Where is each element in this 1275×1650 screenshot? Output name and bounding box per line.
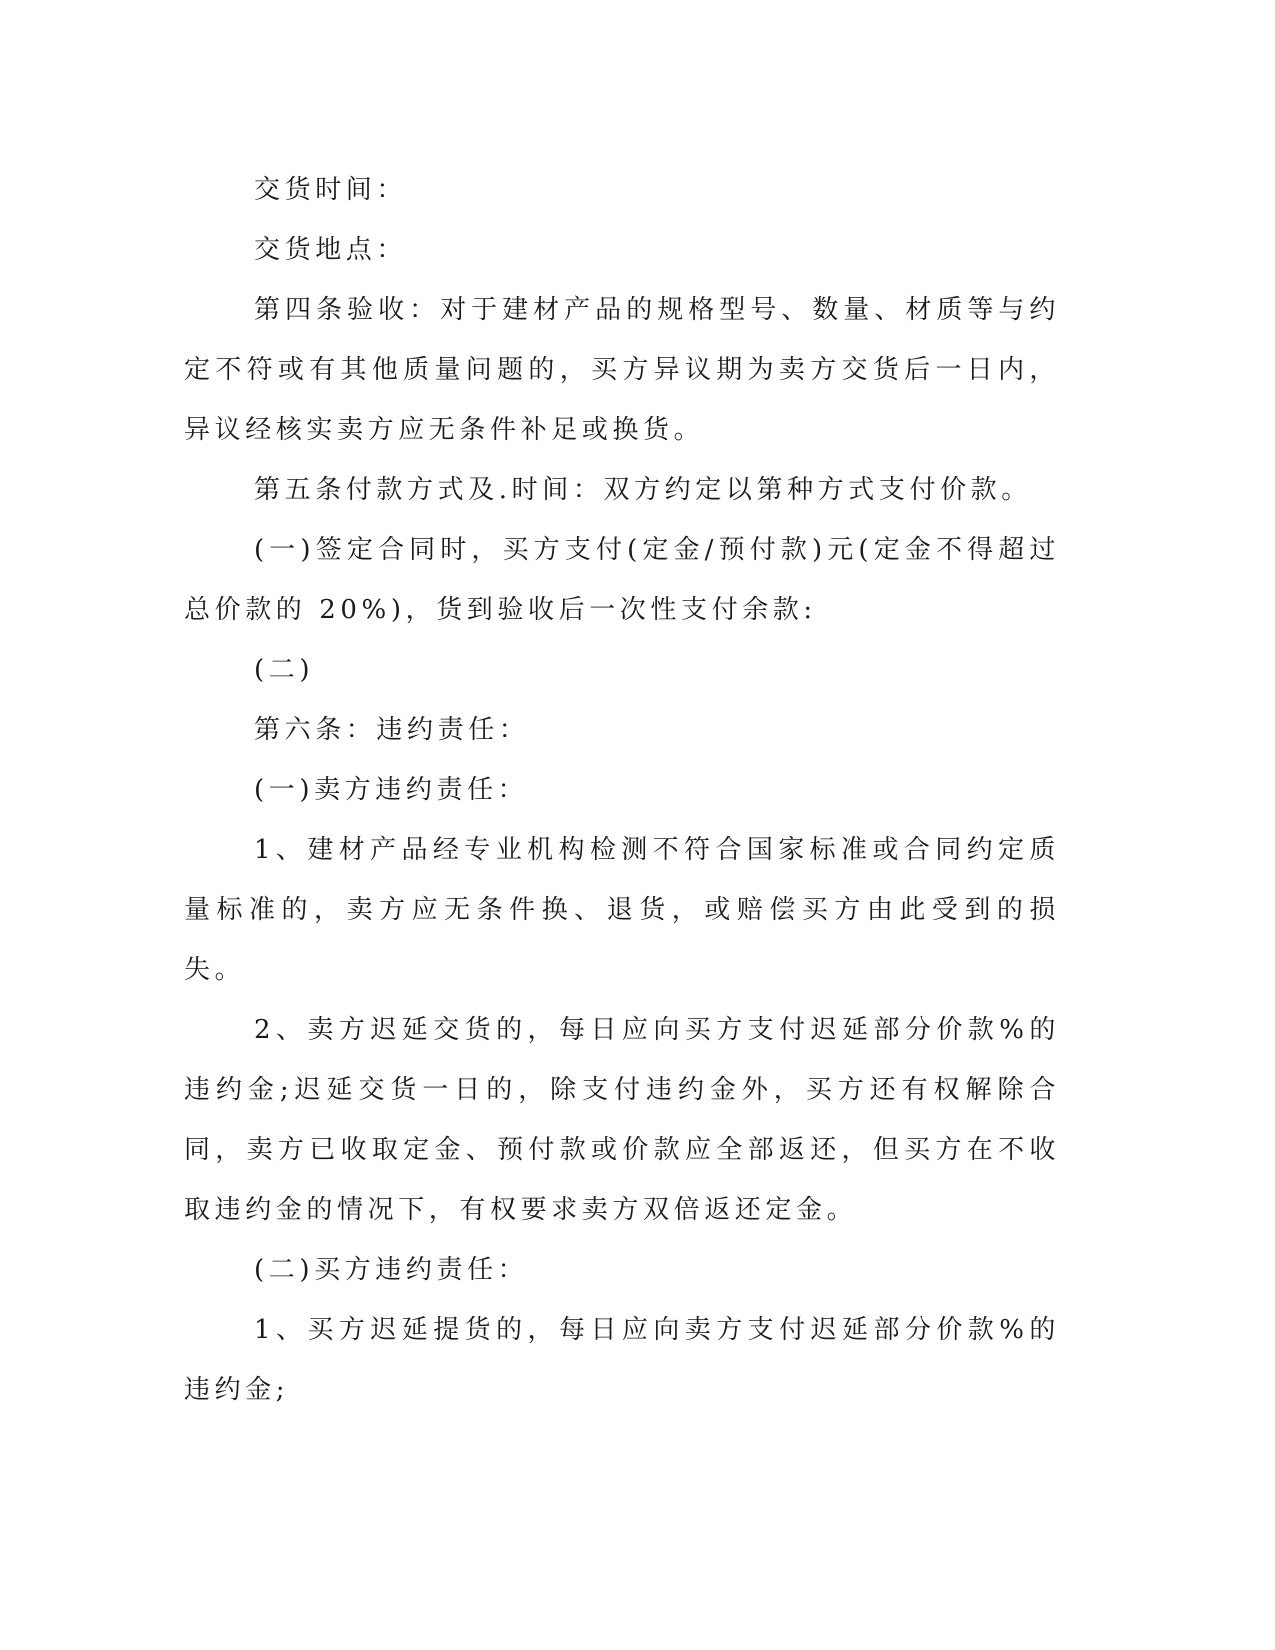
paragraph-payment-option-2: (二) (254, 655, 315, 685)
paragraph-delivery-time: 交货时间： (254, 175, 408, 205)
paragraph-delivery-location: 交货地点： (254, 235, 408, 265)
paragraph-seller-liability-1: 1、建材产品经专业机构检测不符合国家标准或合同约定质量标准的，卖方应无条件换、退货，或赔偿买方由此受到的损失。 (184, 835, 1060, 985)
paragraph-article-6-liability: 第六条：违约责任： (254, 715, 530, 745)
document-body (184, 160, 1060, 1420)
paragraph-seller-liability-heading: (一)卖方违约责任： (254, 775, 529, 805)
paragraph-article-5-payment: 第五条付款方式及.时间：双方约定以第种方式支付价款。 (254, 475, 1032, 505)
paragraph-buyer-liability-heading: (二)买方违约责任： (254, 1255, 529, 1285)
paragraph-payment-option-1: (一)签定合同时，买方支付(定金/预付款)元(定金不得超过总价款的 20%)，货到验收后一次性支付余款: (184, 535, 1060, 625)
paragraph-seller-liability-2: 2、卖方迟延交货的，每日应向买方支付迟延部分价款%的违约金;迟延交货一日的，除支付违约金外，买方还有权解除合同，卖方已收取定金、预付款或价款应全部返还，但买方在不收取违约金的情况下，有权要求卖方双倍返还定金。 (184, 1015, 1060, 1225)
paragraph-buyer-liability-1: 1、买方迟延提货的，每日应向卖方支付迟延部分价款%的违约金; (184, 1315, 1060, 1405)
paragraph-article-4-inspection: 第四条验收：对于建材产品的规格型号、数量、材质等与约定不符或有其他质量问题的，买方异议期为卖方交货后一日内，异议经核实卖方应无条件补足或换货。 (184, 295, 1060, 445)
